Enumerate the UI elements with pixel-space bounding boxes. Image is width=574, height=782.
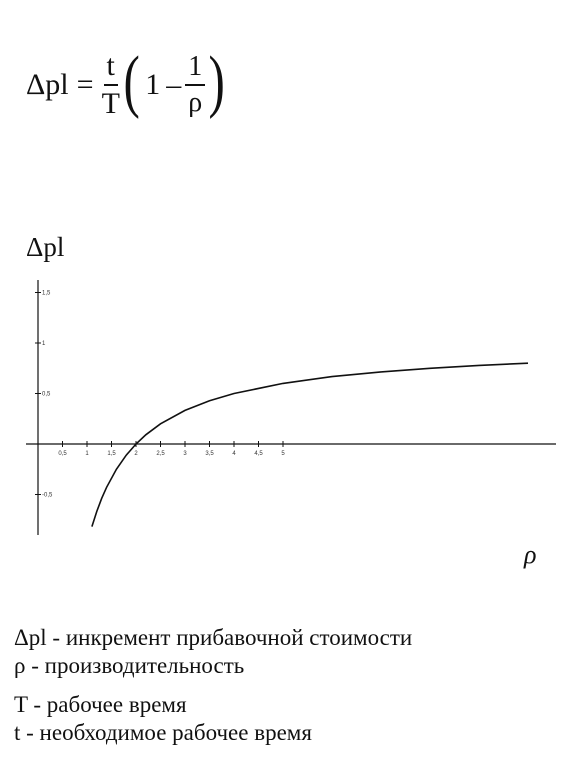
x-tick-label: 4,5 (254, 451, 263, 457)
legend-item-dpl: Δpl - инкремент прибавочной стоимости (14, 625, 413, 650)
fraction-t-over-T (102, 51, 120, 119)
legend-item-rho: ρ - производительность (14, 652, 245, 678)
x-tick-label: 2 (134, 451, 138, 457)
x-tick-label: 0,5 (58, 451, 67, 457)
x-tick-label: 5 (281, 451, 285, 457)
x-tick-label: 2,5 (156, 451, 165, 457)
legend-item-T: T - рабочее время (14, 692, 187, 718)
formula-one: 1 (145, 68, 161, 101)
formula (26, 40, 229, 130)
formula-equals: = (76, 68, 94, 101)
y-axis-label: Δpl (26, 232, 65, 262)
legend-item-t: t - необходимое рабочее время (14, 719, 312, 745)
x-tick-label: 4 (232, 451, 236, 457)
y-tick-label: 0,5 (42, 391, 51, 398)
inner-numerator: 1 (185, 53, 205, 86)
inner-denominator: ρ (188, 87, 203, 118)
y-tick-label: -0,5 (42, 492, 53, 499)
fraction-1-over-rho (185, 53, 205, 117)
fraction-numerator: t (104, 51, 118, 86)
formula-inner (143, 53, 205, 117)
x-tick-label: 1 (85, 451, 89, 457)
close-paren: ) (208, 43, 226, 120)
open-paren: ( (123, 43, 140, 120)
y-tick-label: 1 (42, 341, 46, 347)
x-axis-label: ρ (524, 540, 537, 569)
chart (0, 225, 574, 555)
series-line (92, 363, 528, 526)
legend (14, 624, 412, 746)
x-tick-label: 3 (183, 451, 187, 457)
formula-lhs: Δpl (26, 68, 69, 101)
formula-minus: – (166, 68, 182, 101)
x-tick-label: 3,5 (205, 451, 214, 457)
y-tick-label: 1,5 (42, 290, 51, 297)
x-tick-label: 1,5 (107, 451, 116, 457)
fraction-denominator: T (101, 87, 120, 120)
